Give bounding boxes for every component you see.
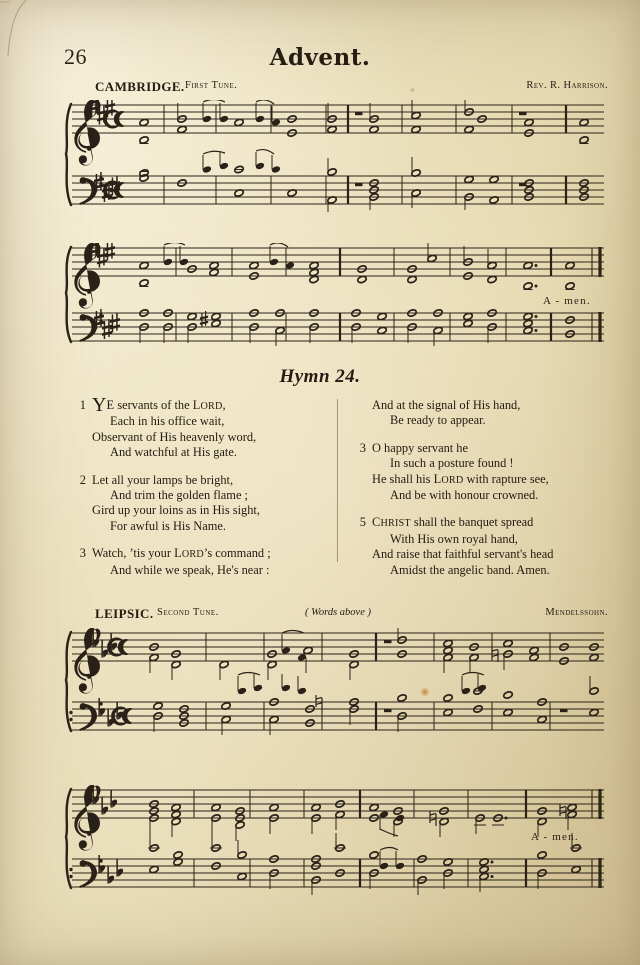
verse-line: O happy servant he <box>372 440 468 455</box>
verse-continuation <box>352 398 602 429</box>
verse <box>72 394 322 461</box>
verse-line: YE servants of the LORD, <box>92 394 226 416</box>
music-system-cambridge-2 <box>64 243 609 348</box>
verse <box>72 473 322 535</box>
verse-line: And trim the golden flame ; <box>110 488 248 503</box>
verse-line: Each in his office wait, <box>110 414 225 429</box>
tune-words-note: ( Words above ) <box>305 607 372 618</box>
verse-line: In such a posture found ! <box>390 456 514 471</box>
verse-line: And at the signal of His hand, <box>372 398 521 412</box>
music-system-leipsic-1 <box>64 628 609 738</box>
verse-line: For awful is His Name. <box>110 518 226 533</box>
verse-line: He shall his LORD with rapture see, <box>372 471 549 486</box>
verse-line: Watch, ’tis your LORD’s command ; <box>92 546 271 561</box>
music-system-cambridge-1 <box>64 100 609 212</box>
tune-composer: Mendelssohn. <box>545 607 608 618</box>
tune-order: Second Tune. <box>157 607 219 618</box>
verse <box>352 515 602 578</box>
verse <box>72 546 322 578</box>
verse-line: Amidst the angelic band. Amen. <box>390 562 550 577</box>
verse-line: And watchful at His gate. <box>110 445 237 460</box>
verse <box>352 441 602 504</box>
tune-name: CAMBRIDGE. <box>95 79 185 94</box>
column-divider-rule <box>337 399 338 562</box>
verse-line: Be ready to appear. <box>390 413 486 428</box>
verse-number: 2 <box>79 472 86 487</box>
verse-line: And raise that faithful servant's head <box>372 547 554 562</box>
tune-name: LEIPSIC. <box>95 606 154 621</box>
page-number: 26 <box>64 44 87 69</box>
verse-line: Let all your lamps be bright, <box>92 472 234 487</box>
tune-header-cambridge <box>95 79 608 93</box>
verse-number: 3 <box>79 546 86 561</box>
verse-line: Gird up your loins as in His sight, <box>92 503 260 518</box>
tune-header-leipsic <box>95 606 608 620</box>
verse-line: CHRIST shall the banquet spread <box>372 515 534 530</box>
verse-number: 5 <box>359 515 366 530</box>
verse-number: 3 <box>359 440 366 455</box>
verse-line: With His own royal hand, <box>390 531 518 546</box>
verse-number: 1 <box>79 398 86 412</box>
hymn-right-column <box>352 398 602 578</box>
tune-order: First Tune. <box>185 80 238 91</box>
section-title: Advent. <box>269 44 371 71</box>
tune-composer: Rev. R. Harrison. <box>526 80 608 91</box>
amen-label-cambridge: A - men. <box>543 295 591 307</box>
verse-line: And be with honour crowned. <box>390 488 539 503</box>
hymn-left-column <box>72 394 322 578</box>
hymn-title: Hymn 24. <box>279 366 361 387</box>
amen-label-leipsic: A - men. <box>531 831 579 843</box>
verse-line: And while we speak, He's near : <box>110 562 270 577</box>
verse-line: Observant of His heavenly word, <box>92 429 257 444</box>
music-system-leipsic-2 <box>64 785 609 895</box>
